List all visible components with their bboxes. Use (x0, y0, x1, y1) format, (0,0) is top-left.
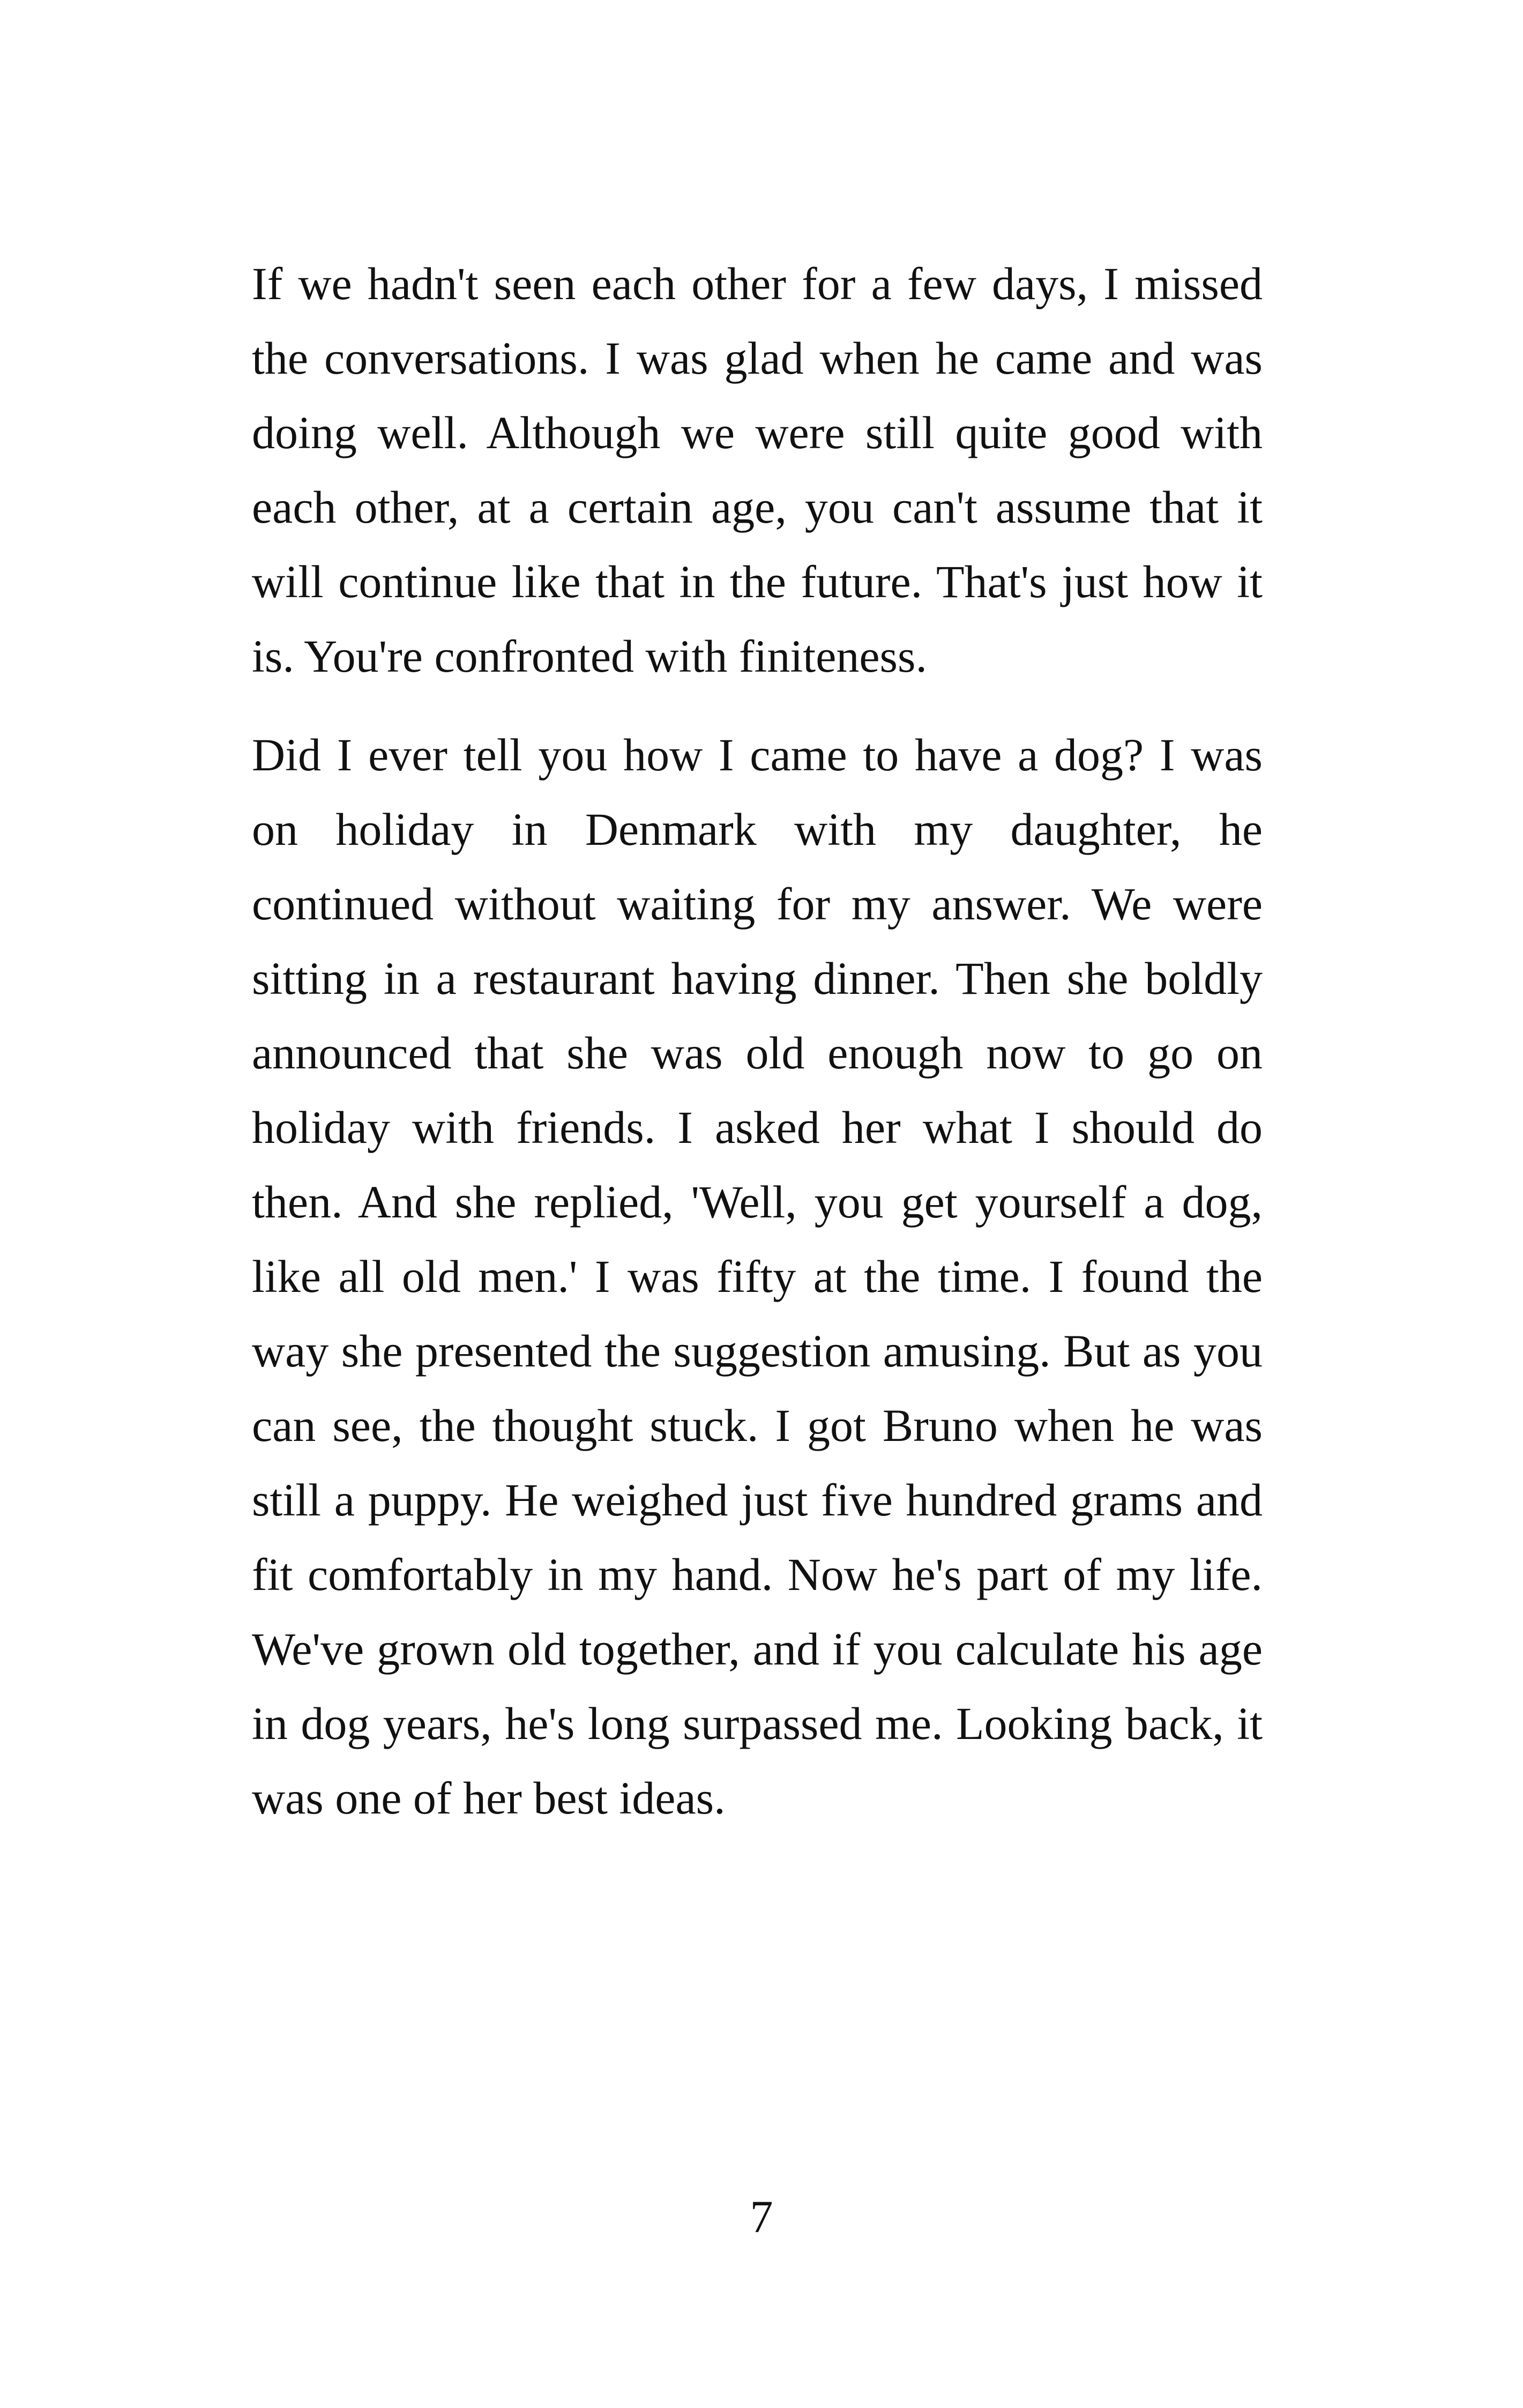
page-number: 7 (750, 2191, 773, 2242)
paragraph-2: Did I ever tell you how I came to have a dog? I was on holiday in Denmark with my daughter, he continued without waiting for my answer. We were sitting in a restaurant having dinner. Then she boldly announced that she was old enough now to go on holiday with friends. I asked her what I should do then. And she replied, 'Well, you get yourself a dog, like all old men.' I was fifty at the time. I found the way she presented the suggestion amusing. But as you can see, the thought stuck. I got Bruno when he was still a puppy. He weighed just five hundred grams and fit comfortably in my hand. Now he's part of my life. We've grown old together, and if you calculate his age in dog years, he's long surpassed me. Looking back, it was one of her best ideas. (252, 729, 1263, 1824)
paragraph-1: If we hadn't seen each other for a few days, I missed the conversations. I was glad when he came and was doing well. Although we were still quite good with each other, at a certain age, you can't assume that it will continue like that in the future. That's just how it is. You're confronted with finiteness. (252, 258, 1263, 682)
body-text (252, 247, 1263, 1835)
